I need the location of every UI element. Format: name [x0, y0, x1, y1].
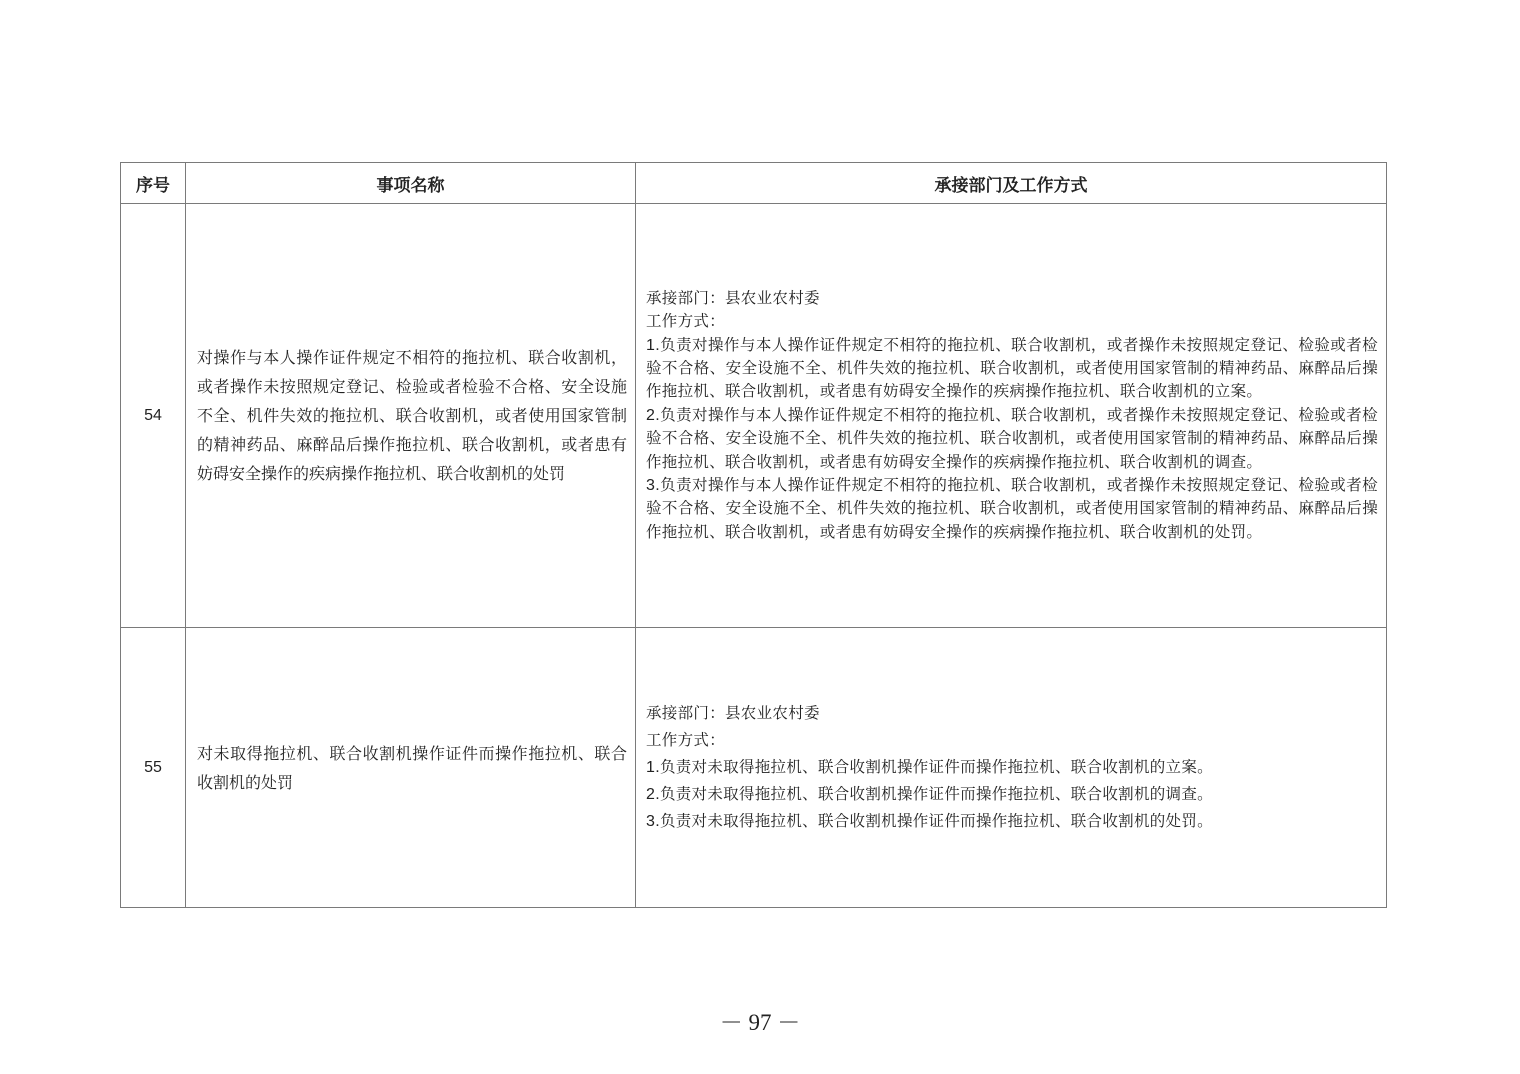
table-row [121, 628, 1387, 908]
method-item-number: 1. [646, 759, 660, 776]
method-item [646, 781, 1378, 808]
method-item-text: 负责对未取得拖拉机、联合收割机操作证件而操作拖拉机、联合收割机的处罚。 [659, 812, 1213, 830]
method-label: 工作方式： [646, 312, 726, 331]
method-item [646, 808, 1378, 835]
method-item [646, 474, 1378, 544]
header-seq: 序号 [121, 163, 186, 204]
header-dept: 承接部门及工作方式 [636, 163, 1387, 204]
row-seq: 54 [121, 204, 186, 628]
row-dept-method [636, 628, 1387, 908]
method-item-text: 负责对操作与本人操作证件规定不相符的拖拉机、联合收割机，或者操作未按照规定登记、检验或者检验不合格、安全设施不全、机件失效的拖拉机、联合收割机，或者使用国家管制的精神药品、麻醉品后操作拖拉机、联合收割机，或者患有妨碍安全操作的疾病操作拖拉机、联合收割机的处罚。 [646, 476, 1378, 541]
table-row [121, 204, 1387, 628]
row-seq: 55 [121, 628, 186, 908]
row-dept-method [636, 204, 1387, 628]
items-table [120, 162, 1387, 908]
method-item-text: 负责对未取得拖拉机、联合收割机操作证件而操作拖拉机、联合收割机的调查。 [659, 785, 1213, 803]
method-item [646, 404, 1378, 474]
method-item-text: 负责对未取得拖拉机、联合收割机操作证件而操作拖拉机、联合收割机的立案。 [659, 758, 1213, 776]
method-item-number: 1. [646, 336, 660, 354]
department-label: 承接部门：县农业农村委 [646, 704, 820, 722]
method-item-number: 3. [646, 813, 660, 830]
method-item-number: 2. [646, 406, 660, 424]
row-item-name: 对未取得拖拉机、联合收割机操作证件而操作拖拉机、联合收割机的处罚 [186, 628, 636, 908]
page-number: － 97 － [719, 1010, 801, 1035]
method-label: 工作方式： [646, 731, 726, 749]
method-item-number: 2. [646, 786, 660, 803]
method-item-number: 3. [646, 477, 660, 495]
department-label: 承接部门：县农业农村委 [646, 288, 820, 307]
method-item [646, 754, 1378, 781]
row-item-name: 对操作与本人操作证件规定不相符的拖拉机、联合收割机，或者操作未按照规定登记、检验或者检验不合格、安全设施不全、机件失效的拖拉机、联合收割机，或者使用国家管制的精神药品、麻醉品后操作拖拉机、联合收割机，或者患有妨碍安全操作的疾病操作拖拉机、联合收割机的处罚 [186, 204, 636, 628]
table-header-row [121, 163, 1387, 204]
method-item [646, 334, 1378, 404]
header-name: 事项名称 [186, 163, 636, 204]
method-item-text: 负责对操作与本人操作证件规定不相符的拖拉机、联合收割机，或者操作未按照规定登记、检验或者检验不合格、安全设施不全、机件失效的拖拉机、联合收割机，或者使用国家管制的精神药品、麻醉品后操作拖拉机、联合收割机，或者患有妨碍安全操作的疾病操作拖拉机、联合收割机的立案。 [646, 335, 1378, 401]
method-item-text: 负责对操作与本人操作证件规定不相符的拖拉机、联合收割机，或者操作未按照规定登记、检验或者检验不合格、安全设施不全、机件失效的拖拉机、联合收割机，或者使用国家管制的精神药品、麻醉品后操作拖拉机、联合收割机，或者患有妨碍安全操作的疾病操作拖拉机、联合收割机的调查。 [646, 405, 1378, 471]
